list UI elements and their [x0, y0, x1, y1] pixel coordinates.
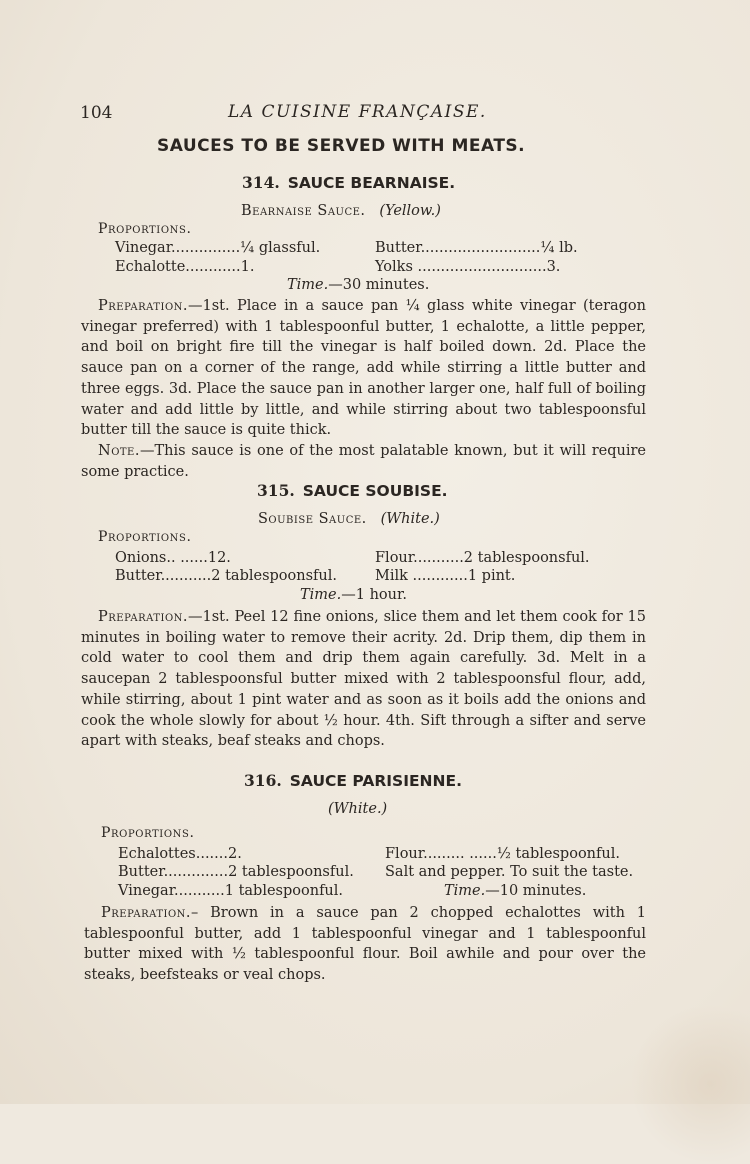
subtitle-note: (White.)	[380, 511, 440, 527]
running-title: LA CUISINE FRANÇAISE.	[228, 102, 487, 122]
preparation-label: Preparation.	[98, 298, 188, 314]
preparation-text: – Brown in a sauce pan 2 chopped echalottes with 1 tablespoonful butter, add 1 tablespoonful vinegar and 1 tablespoonful butter mixed with ½ tablespoonful flour. Boil awhile and pour over the steaks, beefsteaks or veal chops.	[84, 905, 646, 984]
recipe-name: SAUCE SOUBISE.	[302, 482, 448, 500]
recipe-number: 314.	[242, 173, 280, 192]
section-title: SAUCES TO BE SERVED WITH MEATS.	[157, 136, 526, 156]
proportion-left: Vinegar...........1 tablespoonful.	[118, 883, 344, 899]
recipe-title-316	[244, 771, 462, 790]
recipe-title-314	[242, 173, 455, 192]
cook-time	[444, 883, 586, 899]
recipe-subtitle-314	[241, 203, 441, 219]
preparation-paragraph	[84, 903, 646, 986]
proportions-label: Proportions.	[101, 825, 195, 841]
proportion-right: Flour...........2 tablespoonsful.	[375, 550, 590, 566]
recipe-number: 316.	[244, 771, 282, 790]
subtitle-name: Soubise Sauce.	[258, 511, 367, 527]
preparation-text: —1st. Peel 12 fine onions, slice them and let them cook for 15 minutes in boiling water to remove their acrity. 2d. Drip them, dip them in cold water to cool them and drip them again carefully. 3d. Melt in a saucepan 2 tablespoonsful butter mixed with 2 tablespoonsful flour, add, while stirring, about 1 pint water and as soon as it boils add the onions and cook the whole slowly for about ½ hour. 4th. Sift through a sifter and serve apart with steaks, beaf steaks and chops.	[81, 609, 646, 750]
subtitle-name: Bearnaise Sauce.	[241, 203, 366, 219]
note-text: —This sauce is one of the most palatable known, but it will require some practice.	[81, 443, 646, 480]
time-label: Time.	[444, 883, 486, 899]
time-label: Time.	[300, 587, 342, 603]
proportion-left: Vinegar...............¼ glassful.	[115, 240, 321, 256]
proportion-right: Milk ............1 pint.	[375, 568, 516, 584]
preparation-label: Preparation.	[98, 609, 188, 625]
preparation-paragraph	[81, 296, 646, 441]
proportion-right: Salt and pepper. To suit the taste.	[385, 864, 634, 880]
proportion-right: Flour......... ......½ tablespoonful.	[385, 846, 620, 862]
recipe-subtitle-316	[328, 801, 387, 817]
preparation-paragraph	[81, 607, 646, 752]
subtitle-note: (White.)	[328, 801, 388, 817]
proportion-left: Onions.. ......12.	[115, 550, 231, 566]
recipe-subtitle-315	[258, 511, 440, 527]
proportion-left: Echalotte............1.	[115, 259, 255, 275]
cook-time	[287, 277, 429, 293]
proportion-right: Butter..........................¼ lb.	[375, 240, 578, 256]
proportion-left: Butter..............2 tablespoonsful.	[118, 864, 354, 880]
note-label: Note.	[98, 443, 140, 459]
recipe-name: SAUCE PARISIENNE.	[289, 772, 462, 790]
recipe-name: SAUCE BEARNAISE.	[287, 174, 456, 192]
paper-stain	[630, 1004, 750, 1164]
time-value: —1 hour.	[341, 587, 407, 603]
proportion-left: Butter...........2 tablespoonsful.	[115, 568, 337, 584]
proportions-label: Proportions.	[98, 221, 192, 237]
note-paragraph	[81, 441, 646, 482]
subtitle-note: (Yellow.)	[379, 203, 441, 219]
preparation-label: Preparation.	[101, 905, 191, 921]
recipe-number: 315.	[257, 481, 295, 500]
proportions-label: Proportions.	[98, 529, 192, 545]
cook-time	[300, 587, 407, 603]
proportion-right: Yolks ............................3.	[375, 259, 561, 275]
recipe-title-315	[257, 481, 448, 500]
time-value: —10 minutes.	[485, 883, 587, 899]
page-number: 104	[80, 103, 113, 123]
time-label: Time.	[287, 277, 329, 293]
preparation-text: —1st. Place in a sauce pan ¼ glass white vinegar (teragon vinegar preferred) with 1 tablespoonful butter, 1 echalotte, a little pepper, and boil on bright fire till the vinegar is half boiled down. 2d. Place the sauce pan on a corner of the range, add while stirring a little butter and three eggs. 3d. Place the sauce pan in another larger one, half full of boiling water and add little by little, and while stirring about two tablespoonsful butter till the sauce is quite thick.	[81, 298, 646, 439]
time-value: —30 minutes.	[328, 277, 430, 293]
proportion-left: Echalottes.......2.	[118, 846, 242, 862]
